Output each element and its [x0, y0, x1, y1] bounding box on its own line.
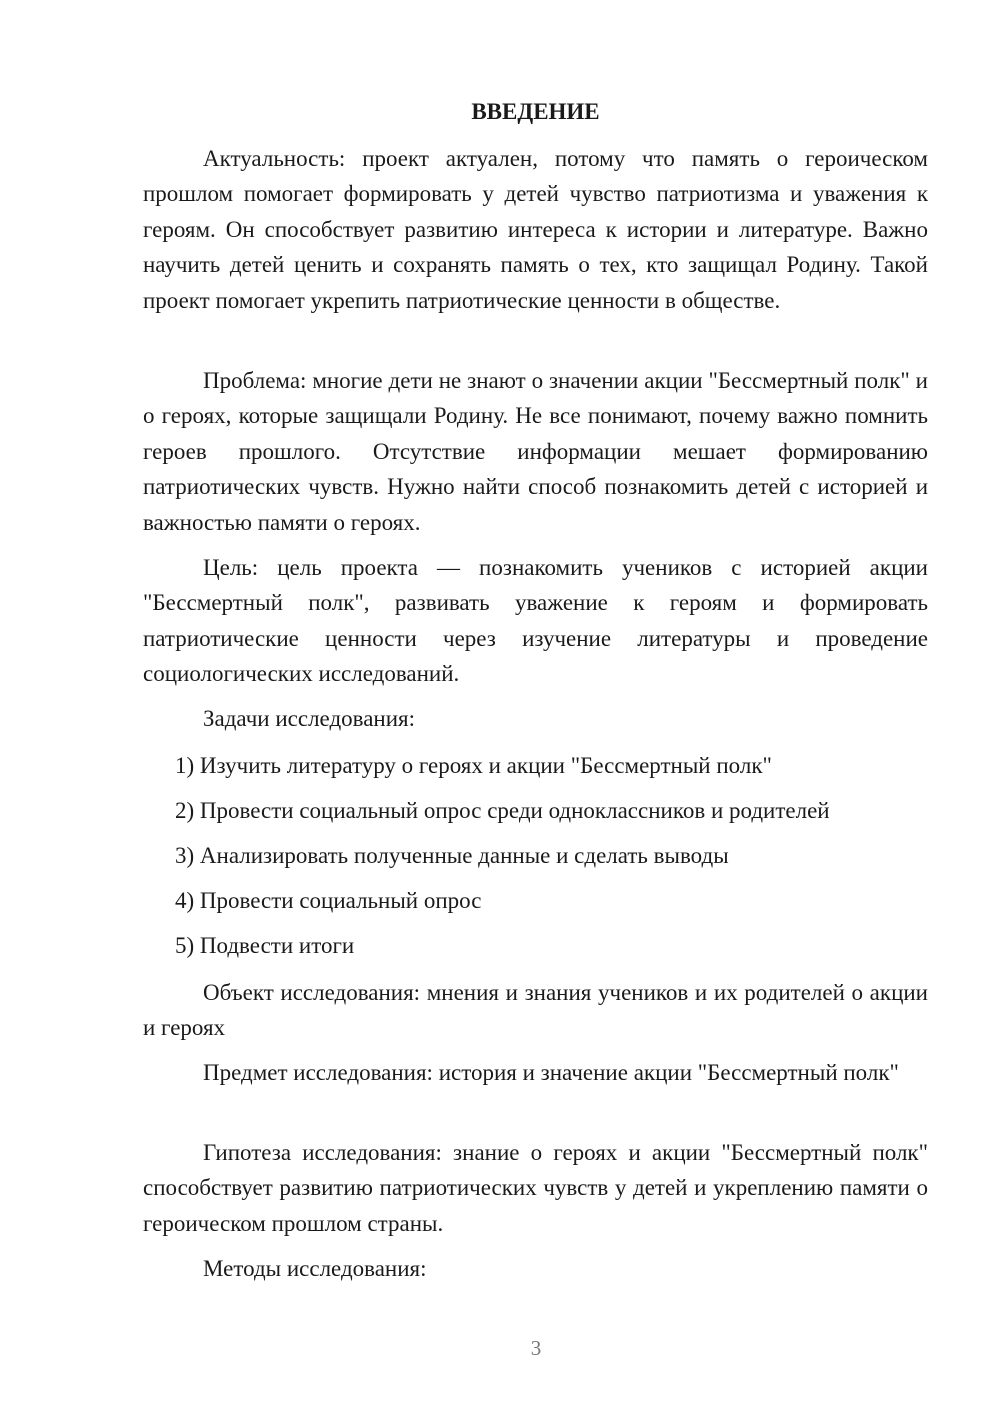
goal-paragraph: Цель: цель проекта — познакомить учеников с историей акции "Бессмертный полк", развивать уважение к героям и формировать патриотические ценности через изучение литературы и проведение социологических исследований.	[143, 555, 928, 687]
subject-paragraph: Предмет исследования: история и значение акции "Бессмертный полк"	[203, 1060, 899, 1085]
task-item-4: 4) Провести социальный опрос	[175, 888, 482, 913]
tasks-title: Задачи исследования:	[203, 706, 416, 731]
task-item-3: 3) Анализировать полученные данные и сделать выводы	[175, 843, 729, 868]
task-item-2: 2) Провести социальный опрос среди одноклассников и родителей	[175, 798, 830, 823]
task-item-5: 5) Подвести итоги	[175, 933, 355, 958]
object-paragraph: Объект исследования: мнения и знания учеников и их родителей о акции и героях	[143, 980, 928, 1041]
problem-paragraph: Проблема: многие дети не знают о значении акции "Бессмертный полк" и о героях, которые защищали Родину. Не все понимают, почему важно помнить героев прошлого. Отсутствие информации мешает формированию патриотических чувств. Нужно найти способ познакомить детей с историей и важностью памяти о героях.	[143, 368, 928, 535]
section-heading: ВВЕДЕНИЕ	[471, 99, 600, 124]
task-item-1: 1) Изучить литературу о героях и акции "Бессмертный полк"	[175, 753, 772, 778]
hypothesis-paragraph: Гипотеза исследования: знание о героях и акции "Бессмертный полк" способствует развитию патриотических чувств у детей и укреплению памяти о героическом прошлом страны.	[143, 1140, 928, 1236]
relevance-paragraph: Актуальность: проект актуален, потому что память о героическом прошлом помогает формировать у детей чувство патриотизма и уважения к героям. Он способствует развитию интереса к истории и литературе. Важно научить детей ценить и сохранять память о тех, кто защищал Родину. Такой проект помогает укрепить патриотические ценности в обществе.	[143, 146, 928, 313]
page-number: 3	[530, 1336, 542, 1360]
methods-title: Методы исследования:	[203, 1256, 427, 1281]
